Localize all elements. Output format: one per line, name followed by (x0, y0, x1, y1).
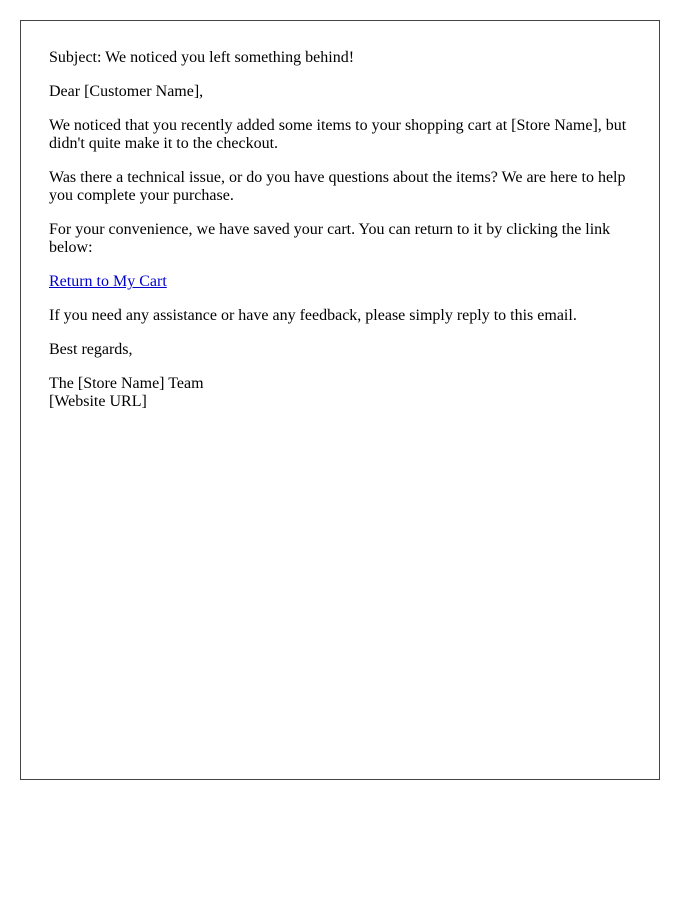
email-closing: Best regards, (49, 341, 133, 358)
email-paragraph-saved-cart: For your convenience, we have saved your cart. You can return to it by clicking the link below: (49, 221, 611, 256)
signature-team: The [Store Name] Team (49, 375, 204, 392)
email-paragraph-question: Was there a technical issue, or do you have questions about the items? We are here to help you complete your purchase. (49, 169, 626, 204)
email-paragraph-intro: We noticed that you recently added some items to your shopping cart at [Store Name], but didn't quite make it to the checkout. (49, 117, 627, 152)
email-subject: Subject: We noticed you left something behind! (49, 49, 355, 66)
email-container (20, 20, 660, 780)
email-body (49, 49, 639, 427)
cart-link-paragraph (49, 273, 639, 291)
email-paragraph-assistance: If you need any assistance or have any feedback, please simply reply to this email. (49, 307, 577, 324)
return-to-cart-link[interactable]: Return to My Cart (49, 273, 167, 290)
signature-url: [Website URL] (49, 393, 147, 410)
email-greeting: Dear [Customer Name], (49, 83, 204, 100)
email-signature (49, 375, 639, 411)
